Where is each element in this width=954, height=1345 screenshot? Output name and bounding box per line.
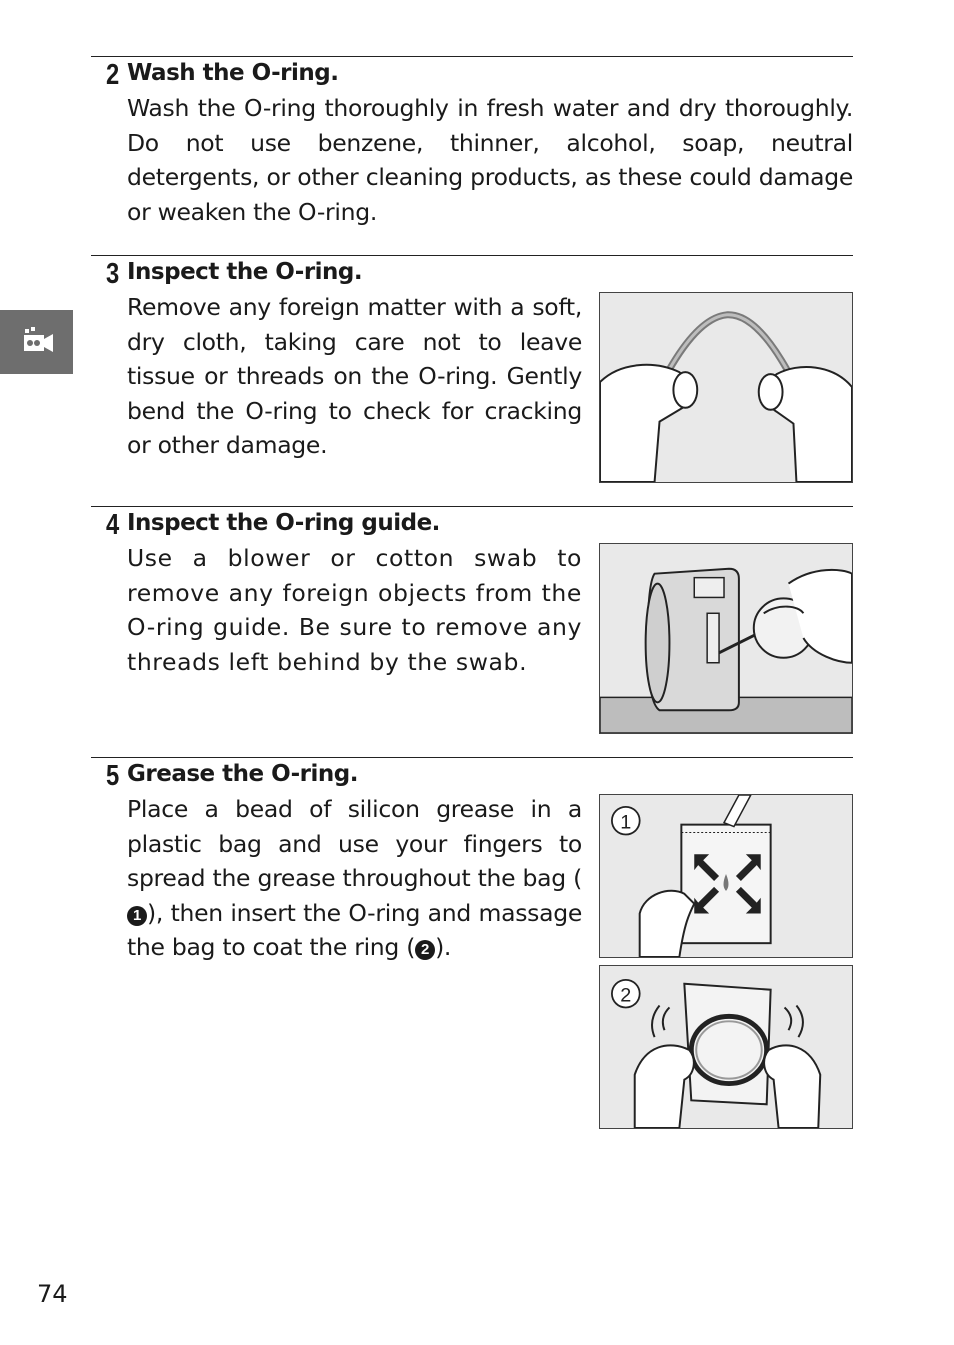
- step-number: 2: [106, 59, 120, 91]
- divider: [91, 757, 853, 758]
- figure-label: 2: [620, 984, 632, 1007]
- divider: [91, 56, 853, 57]
- figure-marker: 2: [415, 940, 435, 960]
- section-tab: [0, 310, 73, 374]
- clean-o-ring-guide-illustration: [599, 543, 853, 734]
- step-text: Wash the O-ring thoroughly in fresh water and dry thoroughly. Do not use benzene, thinner, alcohol, soap, neutral detergents, or other cleaning products, as these could damage or weaken the O-ring.: [127, 94, 853, 226]
- step-text: Remove any foreign matter with a soft, dry cloth, taking care not to leave tissue or threads on the O-ring. Gently bend the O-ring to check for cracking or other damage.: [127, 293, 582, 460]
- step-title: Grease the O-ring.: [127, 761, 358, 787]
- grease-bag-illustration: [599, 794, 853, 958]
- step-text: [127, 792, 582, 965]
- step-number: 5: [106, 760, 120, 792]
- bend-o-ring-illustration: [599, 292, 853, 483]
- step-title: Inspect the O-ring.: [127, 259, 363, 285]
- step-text-part: Place a bead of silicon grease in a plastic bag and use your fingers to spread the grease throughout the bag (: [127, 795, 582, 893]
- step-text: Use a blower or cotton swab to remove any foreign objects from the O-ring guide. Be sure to remove any threads left behind by the swab.: [127, 544, 582, 676]
- figure-marker: 1: [127, 906, 147, 926]
- divider: [91, 255, 853, 256]
- step-title: Wash the O-ring.: [127, 60, 339, 86]
- page-number: 74: [37, 1280, 68, 1308]
- underwater-camera-icon: [22, 325, 54, 357]
- step-number: 4: [106, 509, 120, 541]
- step-title: Inspect the O-ring guide.: [127, 510, 440, 536]
- figure-label: 1: [620, 811, 632, 834]
- step-number: 3: [106, 258, 120, 290]
- divider: [91, 506, 853, 507]
- step-text-part: ).: [435, 933, 452, 962]
- massage-bag-illustration: [599, 965, 853, 1129]
- step-text-part: ), then insert the O-ring and massage the bag to coat the ring (: [127, 898, 582, 962]
